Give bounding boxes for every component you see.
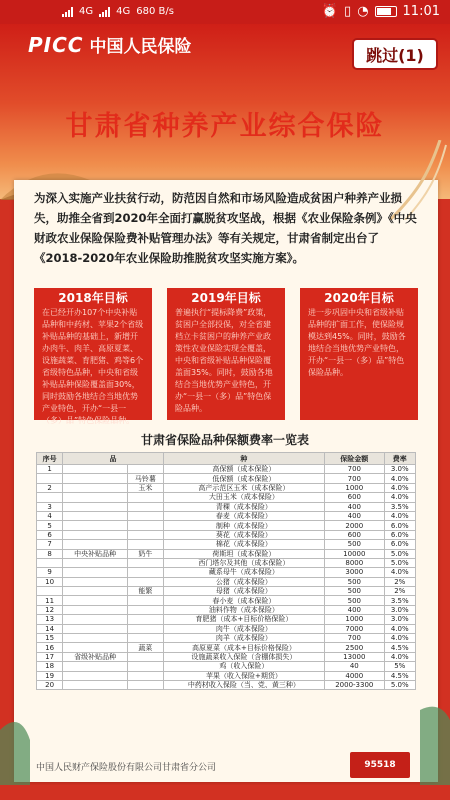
- brand-logo: [28, 32, 191, 57]
- clock-text: 11:01: [402, 4, 440, 19]
- table-cell: 8: [37, 549, 63, 558]
- goal-body: 普遍执行“提标降费”政策，贫困户全部投保，对全省建档立卡贫困户的种养产业政策性农业保险实现全覆盖，中央和省级补贴品种保险覆盖面35%。同时，鼓励各地结合当地优势产业特色，开办“一县一（多）品”特色保险品种。: [175, 308, 273, 413]
- header-cell: 种: [163, 453, 324, 465]
- table-cell: 19: [37, 671, 63, 680]
- page-title: 甘肃省种养产业综合保险: [65, 111, 385, 142]
- hotline-badge: 95518: [350, 752, 410, 778]
- alarm-icon: ⏰: [321, 4, 339, 19]
- table-cell: [63, 493, 128, 502]
- table-cell: 16: [37, 643, 63, 652]
- table-cell: 15: [37, 634, 63, 643]
- table-cell: 700: [325, 465, 384, 474]
- network-label-2: 4G: [116, 6, 131, 17]
- table-row: [37, 662, 416, 671]
- table-cell: 3.0%: [384, 615, 415, 624]
- table-row: [37, 465, 416, 474]
- goals-section: [34, 288, 418, 425]
- table-cell: [63, 558, 128, 567]
- table-cell: 能繁: [127, 587, 163, 596]
- table-cell: 5.0%: [384, 549, 415, 558]
- table-cell: [127, 493, 163, 502]
- table-cell: 6.0%: [384, 540, 415, 549]
- table-cell: [127, 465, 163, 474]
- table-cell: 青稞（成本保险）: [163, 502, 324, 511]
- table-cell: 400: [325, 502, 384, 511]
- table-cell: [127, 624, 163, 633]
- table-cell: [63, 662, 128, 671]
- table-cell: 500: [325, 577, 384, 586]
- goal-body: 进一步巩固中央和省级补贴品种的扩面工作，使保险规模达到45%。同时，鼓励各地结合当地优势产业特色，开办“一县一（多）品”特色保险品种。: [308, 308, 406, 377]
- table-cell: 11: [37, 596, 63, 605]
- table-cell: 600: [325, 493, 384, 502]
- table-cell: 育肥猪（成本+目标价格保险）: [163, 615, 324, 624]
- table-cell: 5.0%: [384, 680, 415, 689]
- table-cell: 5: [37, 521, 63, 530]
- table-cell: 1000: [325, 615, 384, 624]
- skip-button[interactable]: 跳过(1): [352, 38, 438, 70]
- table-cell: [127, 568, 163, 577]
- table-cell: 4: [37, 511, 63, 520]
- table-cell: 公猪（成本保险）: [163, 577, 324, 586]
- table-cell: 5%: [384, 662, 415, 671]
- table-cell: 2: [37, 483, 63, 492]
- table-row: [37, 596, 416, 605]
- table-cell: 40: [325, 662, 384, 671]
- table-header-row: [37, 453, 416, 465]
- table-cell: 4.0%: [384, 624, 415, 633]
- table-cell: 高原夏菜（成本+目标价格保险）: [163, 643, 324, 652]
- table-cell: [63, 511, 128, 520]
- table-cell: [63, 465, 128, 474]
- table-cell: 3: [37, 502, 63, 511]
- goal-card-2019: [167, 288, 285, 420]
- table-cell: 肉羊（成本保险）: [163, 634, 324, 643]
- header-cell: 品: [63, 453, 164, 465]
- table-cell: 玉米: [127, 483, 163, 492]
- goal-body: 在已经开办107个中央补贴品种和中药材、苹果2个省级补贴品种的基础上，新增开办肉牛、肉羊、高原夏菜、设施蔬菜、育肥猪、鸡等6个省级特色品种，中央和省级补贴品种保险覆盖面30%，同时鼓励各地结合当地优势产业特色，开办“一县一（多）品”特色保险品种。: [42, 308, 144, 425]
- table-cell: [63, 587, 128, 596]
- table-cell: 中央补贴品种: [63, 549, 128, 558]
- table-cell: 700: [325, 474, 384, 483]
- table-cell: [127, 521, 163, 530]
- goal-title: 2020年目标: [324, 291, 394, 305]
- goal-title: 2019年目标: [191, 291, 261, 305]
- table-cell: 6: [37, 530, 63, 539]
- goal-card-2020: [300, 288, 418, 420]
- table-cell: 6.0%: [384, 530, 415, 539]
- intro-paragraph: 为深入实施产业扶贫行动，防范因自然和市场风险造成贫困户种养产业损失，助推全省到2020年全面打赢脱贫攻坚战，根据《农业保险条例》《中央财政农业保险保险费补贴管理办法》等有关规定，甘肃省制定出台了《2018-2020年农业保险助推脱贫攻坚实施方案》。: [34, 191, 417, 265]
- table-row: [37, 577, 416, 586]
- table-cell: [127, 680, 163, 689]
- table-cell: 400: [325, 605, 384, 614]
- table-cell: 1: [37, 465, 63, 474]
- table-cell: [127, 596, 163, 605]
- table-cell: [127, 662, 163, 671]
- table-cell: [127, 652, 163, 661]
- table-cell: 12: [37, 605, 63, 614]
- table-cell: [63, 671, 128, 680]
- status-bar: [0, 0, 450, 24]
- table-cell: 4.5%: [384, 643, 415, 652]
- table-cell: [127, 615, 163, 624]
- table-title: 甘肃省保险品种保额费率一览表: [140, 433, 309, 447]
- table-cell: 10000: [325, 549, 384, 558]
- table-cell: 3.0%: [384, 465, 415, 474]
- table-cell: [63, 521, 128, 530]
- table-cell: 600: [325, 530, 384, 539]
- table-cell: 棉花（成本保险）: [163, 540, 324, 549]
- table-cell: 苹果（收入保险+期货）: [163, 671, 324, 680]
- table-cell: 5.0%: [384, 558, 415, 567]
- signal-icon-2: [99, 7, 110, 17]
- table-cell: 13: [37, 615, 63, 624]
- table-cell: 700: [325, 634, 384, 643]
- table-row: [37, 634, 416, 643]
- table-cell: [37, 474, 63, 483]
- table-cell: 6.0%: [384, 521, 415, 530]
- table-cell: 葵花（成本保险）: [163, 530, 324, 539]
- table-cell: 1000: [325, 483, 384, 492]
- table-cell: 高保额（成本保险）: [163, 465, 324, 474]
- table-cell: [37, 587, 63, 596]
- table-cell: 高产示范区玉米（成本保险）: [163, 483, 324, 492]
- table-row: [37, 474, 416, 483]
- table-row: [37, 558, 416, 567]
- table-cell: [63, 605, 128, 614]
- table-cell: 3.5%: [384, 502, 415, 511]
- goal-title: 2018年目标: [58, 291, 128, 305]
- table-row: [37, 643, 416, 652]
- network-label: 4G: [79, 6, 94, 17]
- table-cell: 蔬菜: [127, 643, 163, 652]
- table-cell: [63, 615, 128, 624]
- table-cell: 2%: [384, 587, 415, 596]
- table-cell: 13000: [325, 652, 384, 661]
- table-cell: [63, 474, 128, 483]
- table-cell: 14: [37, 624, 63, 633]
- footer-company: 中国人民财产保险股份有限公司甘肃省分公司: [36, 763, 217, 773]
- table-cell: 9: [37, 568, 63, 577]
- table-cell: [63, 643, 128, 652]
- table-cell: 2000-3300: [325, 680, 384, 689]
- table-cell: [127, 671, 163, 680]
- table-cell: [63, 568, 128, 577]
- picc-logo-text: PICC: [28, 32, 84, 57]
- rates-table: [36, 452, 416, 690]
- table-cell: 10: [37, 577, 63, 586]
- table-cell: 大田玉米（成本保险）: [163, 493, 324, 502]
- table-cell: 4000: [325, 671, 384, 680]
- table-cell: 3.5%: [384, 596, 415, 605]
- header-cell: 保险金额: [325, 453, 384, 465]
- table-row: [37, 624, 416, 633]
- table-row: [37, 511, 416, 520]
- speed-readout: 680 B/s: [136, 6, 174, 17]
- table-cell: 省级补贴品种: [63, 652, 128, 661]
- table-row: [37, 671, 416, 680]
- table-cell: 制种（成本保险）: [163, 521, 324, 530]
- table-cell: 肉牛（成本保险）: [163, 624, 324, 633]
- table-cell: 7000: [325, 624, 384, 633]
- table-cell: 4.0%: [384, 634, 415, 643]
- table-cell: [127, 530, 163, 539]
- table-cell: 4.0%: [384, 493, 415, 502]
- table-cell: 8000: [325, 558, 384, 567]
- table-cell: 400: [325, 511, 384, 520]
- table-cell: [63, 634, 128, 643]
- wifi-icon: ◔: [357, 4, 369, 19]
- table-cell: [63, 530, 128, 539]
- table-row: [37, 540, 416, 549]
- table-row: [37, 521, 416, 530]
- company-name: 中国人民保险: [89, 37, 192, 57]
- battery-icon: [375, 6, 397, 17]
- table-cell: [127, 577, 163, 586]
- table-cell: [63, 540, 128, 549]
- table-cell: 3000: [325, 568, 384, 577]
- vibrate-icon: ▯: [344, 4, 352, 19]
- table-cell: 18: [37, 662, 63, 671]
- table-cell: 2000: [325, 521, 384, 530]
- table-cell: 油料作物（成本保险）: [163, 605, 324, 614]
- table-cell: [127, 605, 163, 614]
- table-row: [37, 549, 416, 558]
- table-cell: 3.0%: [384, 605, 415, 614]
- table-cell: [127, 502, 163, 511]
- table-cell: 4.0%: [384, 568, 415, 577]
- table-cell: 春麦（成本保险）: [163, 511, 324, 520]
- header-cell: 序号: [37, 453, 63, 465]
- table-cell: 500: [325, 596, 384, 605]
- table-cell: 低保额（成本保险）: [163, 474, 324, 483]
- table-cell: 马铃薯: [127, 474, 163, 483]
- table-cell: [63, 577, 128, 586]
- table-cell: 17: [37, 652, 63, 661]
- table-cell: 中药材收入保险（当、党、黄三种）: [163, 680, 324, 689]
- table-cell: 设施蔬菜收入保险（含棚体损失）: [163, 652, 324, 661]
- goal-card-2018: [34, 288, 152, 425]
- table-cell: 7: [37, 540, 63, 549]
- table-cell: [37, 558, 63, 567]
- table-cell: [127, 634, 163, 643]
- table-cell: 4.0%: [384, 652, 415, 661]
- table-cell: [63, 502, 128, 511]
- table-cell: 4.0%: [384, 511, 415, 520]
- table-cell: 500: [325, 540, 384, 549]
- table-row: [37, 493, 416, 502]
- table-cell: 藏系母牛（成本保险）: [163, 568, 324, 577]
- header-cell: 费率: [384, 453, 415, 465]
- table-cell: [63, 680, 128, 689]
- table-row: [37, 680, 416, 689]
- table-cell: 奶牛: [127, 549, 163, 558]
- table-cell: [127, 511, 163, 520]
- table-cell: [63, 624, 128, 633]
- table-cell: 荷斯坦（成本保险）: [163, 549, 324, 558]
- table-row: [37, 502, 416, 511]
- table-cell: 春小麦（成本保险）: [163, 596, 324, 605]
- table-cell: [37, 493, 63, 502]
- table-row: [37, 652, 416, 661]
- table-cell: 母猪（成本保险）: [163, 587, 324, 596]
- table-cell: 鸡（收入保险）: [163, 662, 324, 671]
- table-row: [37, 605, 416, 614]
- table-cell: 4.5%: [384, 671, 415, 680]
- table-row: [37, 483, 416, 492]
- table-cell: 2%: [384, 577, 415, 586]
- table-row: [37, 587, 416, 596]
- table-cell: 500: [325, 587, 384, 596]
- table-cell: 4.0%: [384, 483, 415, 492]
- signal-icon: [62, 7, 73, 17]
- table-row: [37, 530, 416, 539]
- table-cell: [63, 596, 128, 605]
- table-cell: [63, 483, 128, 492]
- table-cell: 西门塔尔及其他（成本保险）: [163, 558, 324, 567]
- table-cell: 2500: [325, 643, 384, 652]
- table-cell: 4.0%: [384, 474, 415, 483]
- table-row: [37, 568, 416, 577]
- table-cell: [127, 558, 163, 567]
- table-row: [37, 615, 416, 624]
- table-cell: [127, 540, 163, 549]
- table-cell: 20: [37, 680, 63, 689]
